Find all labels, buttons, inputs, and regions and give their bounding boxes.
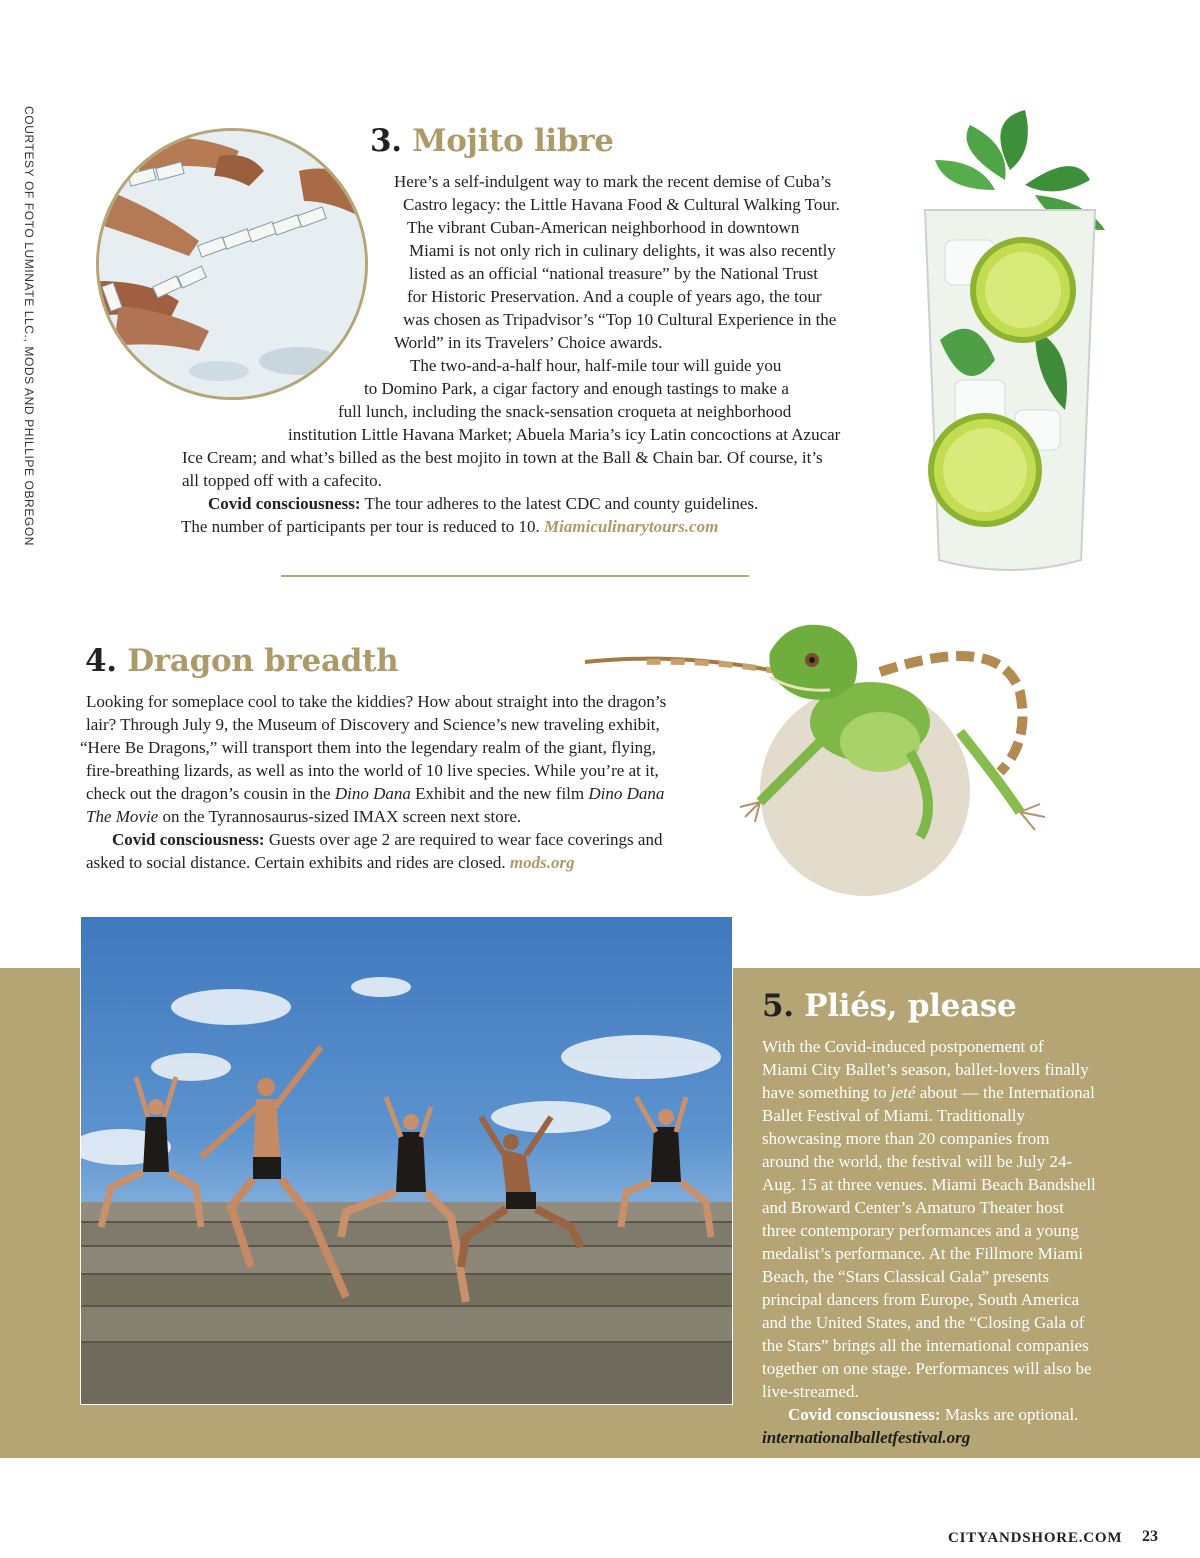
- section-4-number: 4.: [85, 643, 117, 679]
- film-title: Dino Dana: [588, 784, 665, 803]
- section-5-link-line: [762, 1426, 970, 1449]
- section-5-line: [762, 1081, 1095, 1104]
- section-5-line: the Stars” brings all the international companies: [762, 1336, 1089, 1355]
- text: Exhibit and the new film: [410, 784, 589, 803]
- section-3-covid-cont: [181, 515, 718, 538]
- section-3-line: The two-and-a-half hour, half-mile tour will guide you: [410, 356, 782, 375]
- dominoes-photo: [96, 128, 368, 400]
- section-5-line: live-streamed.: [762, 1382, 859, 1401]
- section-4-title: Dragon breadth: [127, 643, 399, 679]
- section-3-line: listed as an official “national treasure” by the National Trust: [409, 264, 818, 283]
- section-5-covid: [788, 1403, 1078, 1426]
- section-4-line: Looking for someplace cool to take the kiddies? How about straight into the dragon’s: [86, 692, 667, 711]
- section-5-line: Ballet Festival of Miami. Traditionally: [762, 1106, 1026, 1125]
- covid-text: The tour adheres to the latest CDC and county guidelines.: [360, 494, 759, 513]
- section-5-line: three contemporary performances and a young: [762, 1221, 1079, 1240]
- text: on the Tyrannosaurus-sized IMAX screen next store.: [158, 807, 522, 826]
- section-5-line: principal dancers from Europe, South America: [762, 1290, 1080, 1309]
- covid-label: Covid consciousness:: [208, 494, 361, 513]
- mods-link[interactable]: mods.org: [509, 853, 575, 872]
- film-title: The Movie: [86, 807, 159, 826]
- section-divider: [281, 575, 749, 577]
- section-3-line: for Historic Preservation. And a couple of years ago, the tour: [407, 287, 822, 306]
- covid-text: The number of participants per tour is reduced to 10.: [181, 517, 545, 536]
- section-5-line: Aug. 15 at three venues. Miami Beach Bandshell: [762, 1175, 1096, 1194]
- section-5-title: Pliés, please: [804, 988, 1017, 1024]
- section-5-line: around the world, the festival will be July 24-: [762, 1152, 1073, 1171]
- section-5-line: together on one stage. Performances will also be: [762, 1359, 1092, 1378]
- section-3-line: Here’s a self-indulgent way to mark the recent demise of Cuba’s: [394, 172, 832, 191]
- section-3-line: to Domino Park, a cigar factory and enough tastings to make a: [364, 379, 789, 398]
- ballet-dancers-photo: [80, 916, 733, 1405]
- text: have something to: [762, 1083, 891, 1102]
- covid-label: Covid consciousness:: [112, 830, 265, 849]
- section-3-line: institution Little Havana Market; Abuela Maria’s icy Latin concoctions at Azucar: [288, 425, 841, 444]
- footer-site: CITYANDSHORE.COM: [948, 1530, 1123, 1546]
- section-5-line: Beach, the “Stars Classical Gala” presents: [762, 1267, 1050, 1286]
- section-5-line: showcasing more than 20 companies from: [762, 1129, 1050, 1148]
- section-3-covid: [208, 492, 758, 515]
- section-5-heading: [762, 988, 1016, 1024]
- section-3-line: all topped off with a cafecito.: [182, 471, 382, 490]
- section-5-line: With the Covid-induced postponement of: [762, 1037, 1044, 1056]
- section-4-heading: [85, 643, 398, 679]
- section-5-line: and the United States, and the “Closing Gala of: [762, 1313, 1085, 1332]
- photo-credit: COURTESY OF FOTO LUMINATE LLC., MODS AND PHILLIPE OBREGON: [22, 106, 36, 547]
- text: about — the International: [915, 1083, 1095, 1102]
- section-4-covid: [112, 828, 662, 851]
- covid-text: Masks are optional.: [940, 1405, 1079, 1424]
- covid-text: asked to social distance. Certain exhibits and rides are closed.: [86, 853, 510, 872]
- section-3-heading: [370, 123, 614, 159]
- section-5-line: medalist’s performance. At the Fillmore Miami: [762, 1244, 1084, 1263]
- section-4-line: [86, 782, 664, 805]
- section-5-line: Miami City Ballet’s season, ballet-lovers finally: [762, 1060, 1089, 1079]
- section-3-line: full lunch, including the snack-sensation croqueta at neighborhood: [338, 402, 792, 421]
- section-3-line: Castro legacy: the Little Havana Food & Cultural Walking Tour.: [403, 195, 840, 214]
- section-4-line: “Here Be Dragons,” will transport them into the legendary realm of the giant, flying,: [80, 738, 656, 757]
- section-4-line: lair? Through July 9, the Museum of Discovery and Science’s new traveling exhibit,: [86, 715, 660, 734]
- covid-label: Covid consciousness:: [788, 1405, 941, 1424]
- section-5-number: 5.: [762, 988, 794, 1024]
- ballet-festival-link[interactable]: internationalballetfestival.org: [762, 1428, 971, 1447]
- section-3-line: was chosen as Tripadvisor’s “Top 10 Cultural Experience in the: [403, 310, 837, 329]
- ballet-term: jeté: [890, 1083, 916, 1102]
- section-3-line: Ice Cream; and what’s billed as the best mojito in town at the Ball & Chain bar. Of course, it’s: [182, 448, 823, 467]
- section-4-line: [86, 805, 521, 828]
- section-3-title: Mojito libre: [412, 123, 614, 159]
- section-3-line: The vibrant Cuban-American neighborhood in downtown: [407, 218, 800, 237]
- section-5-line: and Broward Center’s Amaturo Theater host: [762, 1198, 1064, 1217]
- section-3-line: World” in its Travelers’ Choice awards.: [394, 333, 663, 352]
- section-3-line: Miami is not only rich in culinary delights, it was also recently: [409, 241, 836, 260]
- covid-text: Guests over age 2 are required to wear face coverings and: [264, 830, 663, 849]
- section-4-covid-cont: [86, 851, 575, 874]
- text: check out the dragon’s cousin in the: [86, 784, 335, 803]
- page-number: 23: [1142, 1528, 1158, 1545]
- miamiculinarytours-link[interactable]: Miamiculinarytours.com: [544, 517, 719, 536]
- mojito-glass-photo: [915, 110, 1105, 580]
- film-title: Dino Dana: [334, 784, 411, 803]
- section-4-line: fire-breathing lizards, as well as into the world of 10 live species. While you’re at it,: [86, 761, 659, 780]
- section-3-number: 3.: [370, 123, 402, 159]
